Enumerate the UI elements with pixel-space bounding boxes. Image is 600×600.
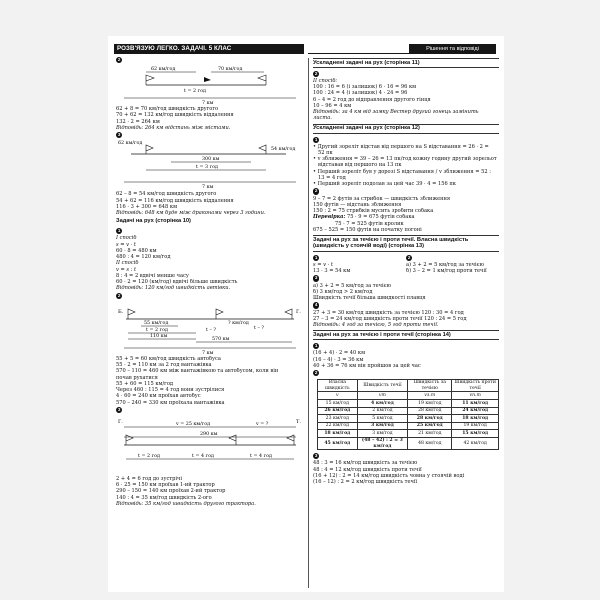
diagram-label: t = 2 год (146, 327, 168, 333)
answer-line: Відповідь: 35 км/год швидкість другого трактора. (116, 500, 256, 507)
flag-icon (126, 435, 133, 445)
solution-line: 6 – 4 = 2 год до відправлення другого гінця (313, 96, 431, 103)
diagram-label: 62 км/год (118, 141, 143, 147)
solution-line: 480 : 4 = 120 км/год (116, 254, 171, 261)
answer-line: Відповідь: за 4 км від замку Вестер другий гонець замінить листа. (313, 109, 479, 122)
right-column (313, 56, 499, 485)
task-number-badge: 2 (117, 57, 121, 62)
flag-icon (258, 75, 266, 85)
bullet-item: • v зближення = 39 – 26 = 13 пк/год кожну годину другий зорельот відставав від першого на 13 пк (313, 156, 497, 169)
solution-line: Швидкість течії більша швидкості плавця (313, 295, 426, 302)
table-row (318, 400, 499, 408)
table-cell: 26 км/год (318, 407, 358, 415)
textbook-page (108, 36, 504, 592)
table-row (318, 407, 499, 415)
solution-line: 10 – 96 = 4 км (313, 102, 352, 109)
task-number-badge: 2 (314, 70, 318, 76)
table-cell: 19 км/год (452, 422, 499, 430)
solution-line: 27 + 3 = 30 км/год швидкість за течією 120 : 30 = 4 год (313, 309, 464, 316)
check-title: Перевірка: (313, 214, 346, 221)
solution-line: 60 · 8 = 480 км (116, 247, 157, 254)
table-cell: 5 км/год (357, 415, 408, 423)
solution-line: 2 + 4 = 6 год до зустрічі (116, 475, 182, 482)
diagram-label: 300 км (202, 157, 220, 163)
section-heading: Задачі на рух за течією і проти течії (сторінка 14) (313, 330, 499, 340)
diagram-divergence-2 (116, 140, 303, 190)
task-number-badge: 1 (314, 254, 318, 260)
table-cell: 28 км/год (408, 407, 452, 415)
solution-line: (16 + 4) · 2 = 40 км (313, 350, 366, 357)
diagram-label: Г. (296, 308, 301, 315)
diagram-label: t – ? (254, 325, 264, 331)
diagram-bus-truck (116, 301, 303, 355)
diagram-label: Б. (118, 308, 124, 315)
table-symbol: v (318, 392, 358, 400)
table-cell: 23 км/год (318, 415, 358, 423)
table-cell: 45 км/год (318, 437, 358, 449)
solution-line: 570 – 240 = 330 км проїхала вантажівка (116, 399, 225, 406)
solution-line: 55 · 2 = 110 км за 2 год вантажівка (116, 362, 212, 369)
left-column (116, 56, 303, 507)
header-left-title: РОЗВ'ЯЗУЮ ЛЕГКО. ЗАДАЧІ. 5 КЛАС (114, 44, 304, 54)
solution-line: 75 · 9 = 675 футів собака (346, 214, 415, 221)
diagram-label: t = 4 год (192, 453, 214, 459)
section-heading: Задачі на рух (сторінка 10) (116, 218, 191, 225)
table-row (318, 437, 499, 449)
solution-line: 60 · 2 = 120 (км/год) вдвічі більше швидкість (116, 279, 238, 286)
solution-line: 8 : 4 = 2 вдвічі менше часу (116, 272, 189, 279)
answer-line: Відповідь: 264 км відстань між містами. (116, 124, 231, 131)
flag-icon (285, 309, 292, 319)
solution-line: 70 + 62 = 132 км/год швидкість віддалення (116, 112, 234, 119)
diagram-label: 570 км (212, 336, 230, 342)
diagram-label: t = 4 год (250, 453, 272, 459)
bullet-item: • Другий зореліт відстав від першого на S відставання = 26 · 2 = (313, 143, 489, 150)
solution-line: (16 + 12) : 2 = 14 км/год швидкість човна у стоячій воді (313, 472, 465, 479)
column-divider (308, 58, 309, 588)
task-number-badge: 2 (314, 188, 318, 194)
solution-line: 150 : 2 = 75 стрибків мусить зробити собака (313, 208, 434, 215)
diagram-label: t = 2 год (138, 453, 160, 459)
bullet-text: Перший зореліт подолав за цей час 39 · 4 = 156 пк (317, 181, 456, 188)
solution-line: 54 + 62 = 116 км/год швидкість віддалення (116, 197, 234, 204)
table-cell: 15 км/год (452, 430, 499, 438)
solution-line: 6 · 25 = 150 км проїхав 1-ий трактор (116, 482, 215, 489)
table-header: Швидкість проти течії (452, 380, 499, 392)
diagram-label: t – ? (206, 327, 216, 333)
answer-line: Відповідь: 4 год за течією, 5 год проти течії. (313, 322, 439, 329)
solution-line: 55 + 60 = 115 км/год (116, 380, 174, 387)
table-cell: 21 км/год (408, 430, 452, 438)
method-title: ІІ спосіб (116, 260, 139, 267)
table-cell: 18 км/год (452, 415, 499, 423)
answer-line: Відповідь: 120 км/год швидкість автівки. (116, 285, 231, 292)
solution-line: s = v · t (313, 261, 333, 268)
task-number-badge: 2 (314, 370, 318, 376)
flag-icon (287, 435, 294, 445)
task-number-badge: 2 (407, 254, 411, 260)
solution-line: 27 – 3 = 24 км/год швидкість проти течії 120 : 24 = 5 год (313, 315, 467, 322)
answer-line: Відповідь: 648 км буде між драконами через 3 години. (116, 210, 266, 217)
diagram-label: 55 км/год (144, 320, 169, 326)
table-header: Швидкість за течією (408, 380, 452, 392)
table-cell: 42 км/год (452, 437, 499, 449)
bullet-text: Другий зореліт відстав від першого на S відставання = 26 · 2 = (317, 143, 489, 150)
solution-line: s = v · t (116, 241, 136, 248)
speed-table (317, 379, 499, 450)
diagram-label: v = ? (256, 421, 269, 427)
table-row (318, 415, 499, 423)
task-number-badge: 4 (314, 302, 318, 308)
table-cell: 2 км/год (357, 407, 408, 415)
task-number-badge: 1 (314, 136, 318, 142)
diagram-label: 62 км/год (151, 67, 176, 73)
section-heading: Ускладнені задачі на рух (сторінка 11) (313, 58, 499, 68)
solution-line: 100 : 24 = 4 (і залишок) 4 · 24 = 96 (313, 90, 408, 97)
solution-line: 55 + 5 = 60 км/год швидкість автобуса (116, 355, 221, 362)
solution-line: почав рухатися (116, 374, 158, 381)
diagram-label: 54 км/год (271, 147, 296, 153)
flag-icon (146, 75, 154, 85)
solution-line: 116 · 3 + 300 = 648 км (116, 203, 178, 210)
diagram-label: 70 км/год (218, 67, 243, 73)
table-cell: 19 км/год (408, 400, 452, 408)
table-cell: 3 км/год (357, 422, 408, 430)
task-number-badge: 3 (314, 453, 318, 459)
solution-line: 675 – 525 = 150 футів на початку погоні (313, 226, 422, 233)
bullet-text: Перший зореліт був у дорозі S відставання / v зближення = 52 : 13 = 4 год (317, 168, 491, 181)
solution-line: 48 : 3 = 16 км/год швидкість за течією (313, 460, 418, 467)
table-symbol: vз.т (408, 392, 452, 400)
flag-icon (128, 309, 135, 319)
table-cell: 28 км/год (408, 415, 452, 423)
flag-icon (259, 145, 266, 154)
flag-icon (146, 145, 153, 154)
table-cell: 18 км/год (318, 430, 358, 438)
solution-line: 100 : 16 = 6 (і залишок) 6 · 16 = 96 км (313, 84, 417, 91)
solution-line: 570 – 110 = 460 км між вантажівкою та автобусом, коли він (116, 368, 279, 375)
method-title: ІІ спосіб: (313, 77, 338, 84)
diagram-label: ? км/год (228, 320, 249, 326)
solution-line: (16 – 12) : 2 = 2 км/год швидкість течії (313, 479, 418, 486)
table-symbol: vт (357, 392, 408, 400)
solution-line: 40 + 36 = 76 км він пройшов за цей час (313, 362, 421, 369)
task-number-badge: 3 (117, 406, 121, 412)
task-number-badge: 2 (117, 292, 121, 298)
table-cell: (48 – 42) : 2 = 3 км/год (357, 437, 408, 449)
table-cell: 25 км/год (408, 422, 452, 430)
table-cell: 22 км/год (318, 422, 358, 430)
flag-icon (216, 309, 223, 319)
task-number-badge: 1 (117, 228, 121, 234)
bullet-item: • Перший зореліт подолав за цей час 39 · 4 = 156 пк (313, 181, 456, 188)
method-title: І спосіб (116, 235, 137, 242)
bullet-item: • Перший зореліт був у дорозі S відставання / v зближення = 52 : 13 = 4 год (313, 168, 491, 181)
task-number-badge: 3 (117, 132, 121, 138)
diagram-label: t = 3 год (196, 165, 218, 171)
solution-line: б) 3 км/год > 2 км/год (313, 288, 373, 295)
diagram-label: t = 2 год (184, 89, 206, 95)
header-divider (308, 53, 409, 54)
solution-line: 75 · 7 = 525 футів кролик (335, 220, 404, 227)
solution-line: 62 + 8 = 70 км/год швидкість другого (116, 106, 219, 113)
solution-line: 62 – 8 = 54 км/год швидкість другого (116, 191, 217, 198)
solution-line: 9 – 7 = 2 футів за стрибок — швидкість зближення (313, 195, 451, 202)
diagram-label: 7 км (202, 185, 214, 191)
solution-line: 290 – 150 = 140 км проїхав 2-ий трактор (116, 488, 226, 495)
diagram-tractors (116, 415, 303, 475)
solution-line: Через 460 : 115 = 4 год вони зустрілися (116, 387, 225, 394)
solution-line: 13 · 3 = 54 км (313, 268, 351, 275)
table-cell: 11 км/год (452, 400, 499, 408)
solution-line: 4 · 60 = 240 км проїхав автобус (116, 393, 201, 400)
table-header: Власна швидкість (318, 380, 358, 392)
section-heading: Задачі на рух за течією і проти течії. Власна швидкість (швидкість у стоячій воді) (сторінка 13) (313, 235, 499, 252)
diagram-label: Т. (296, 418, 301, 425)
table-header: Швидкість течії (357, 380, 408, 392)
bullet-text: v зближення = 39 – 26 = 13 пк/год кожну годину другий зорельот відставав від першого на 13 пк (317, 156, 497, 169)
table-row (318, 430, 499, 438)
header-right-title: Рішення та відповіді (409, 44, 496, 54)
solution-line: 48 : 4 = 12 км/год швидкість проти течії (313, 466, 422, 473)
solution-line: (16 – 4) · 3 = 36 км (313, 356, 364, 363)
diagram-label: 110 км (150, 333, 168, 339)
task-number-badge: 1 (314, 343, 318, 349)
solution-line: б) 3 – 2 = 1 км/год проти течії (406, 268, 487, 275)
diagram-label: 7 км (202, 101, 214, 106)
solution-line: а) 3 + 2 = 5 км/год за течією (406, 261, 484, 268)
table-cell: 15 км/год (318, 400, 358, 408)
flag-icon (204, 77, 211, 85)
solution-line: v = s : t (116, 266, 136, 273)
table-cell: 48 км/год (408, 437, 452, 449)
section-heading: Ускладнені задачі на рух (сторінка 12) (313, 124, 499, 134)
task-number-badge: 3 (314, 275, 318, 281)
solution-line: а) 3 + 2 = 5 км/год за течією (313, 282, 391, 289)
diagram-label: Г. (118, 418, 123, 425)
table-symbol: vп.т (452, 392, 499, 400)
table-cell: 24 км/год (452, 407, 499, 415)
diagram-label: 290 км (200, 431, 218, 437)
two-column-block (313, 254, 499, 275)
solution-line: 52 пк (318, 149, 333, 156)
diagram-label: 7 км (202, 350, 214, 355)
solution-line: 150 футів — відстань зближення (313, 201, 402, 208)
solution-line: 140 : 4 = 35 км/год швидкість 2-ого (116, 494, 212, 501)
solution-line: 132 · 2 = 264 км (116, 118, 160, 125)
diagram-label: v = 25 км/год (176, 421, 211, 427)
table-cell: 4 км/год (357, 400, 408, 408)
flag-icon (229, 435, 236, 445)
table-cell: 3 км/год (357, 430, 408, 438)
diagram-divergence-1 (116, 65, 303, 105)
table-row (318, 422, 499, 430)
